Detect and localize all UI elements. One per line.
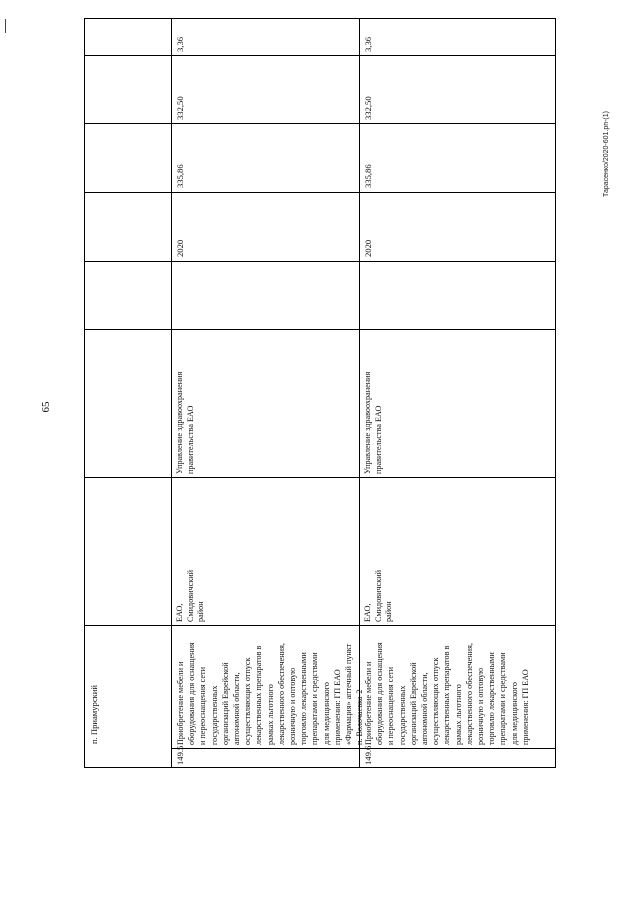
col-divider (85, 261, 556, 262)
row-number: 149.5 (175, 745, 185, 765)
row-total: 335,86 (363, 164, 373, 188)
col-divider (85, 192, 556, 193)
row-executor: Управление здравоохранения правительства ЕАО (363, 371, 383, 474)
row-value-1: 332,50 (363, 96, 373, 120)
col-divider (85, 625, 556, 626)
budget-table (84, 18, 556, 768)
col-divider (85, 329, 556, 330)
scan-mark (5, 19, 6, 33)
col-divider (85, 477, 556, 478)
row-name: Приобретение мебели и оборудования для оснащения и переоснащения сети государственных организаций Еврейской автономной области, осуществляющих отпуск лекарственных препаратов в рамках льготного лекарственного обеспечения, розничную и оптовую торговлю лекарственными препаратами и средствами для медицинского применения: ГП ЕАО «Фармация» аптечный пункт п. Волочаевка-2 (176, 642, 365, 745)
section-title: п. Приамурский (89, 684, 99, 744)
row-value-1: 332,50 (175, 96, 185, 120)
row-divider (171, 19, 172, 767)
row-number: 149.6 (363, 745, 373, 765)
col-divider (85, 123, 556, 124)
row-value-2: 3,36 (363, 36, 373, 52)
page-number: 65 (40, 401, 52, 413)
row-name: Приобретение мебели и оборудования для оснащения и переоснащения сети государственных организаций Еврейской автономной области, осуществляющих отпуск лекарственных препаратов в рамках льготного лекарственного обеспечения, розничную и оптовую торговлю лекарственными препаратами и средствами для медицинского применения: ГП ЕАО (364, 642, 530, 745)
row-executor: Управление здравоохранения правительства ЕАО (175, 371, 195, 474)
row-location: ЕАО, Смидовичский район (175, 569, 206, 622)
row-value-2: 3,36 (175, 36, 185, 52)
row-year: 2020 (363, 239, 373, 257)
row-location: ЕАО, Смидовичский район (363, 569, 394, 622)
row-year: 2020 (175, 239, 185, 257)
document-code: Тарасенко/2020-601.рп-(1) (603, 111, 610, 197)
col-divider (85, 55, 556, 56)
row-total: 335,86 (175, 164, 185, 188)
